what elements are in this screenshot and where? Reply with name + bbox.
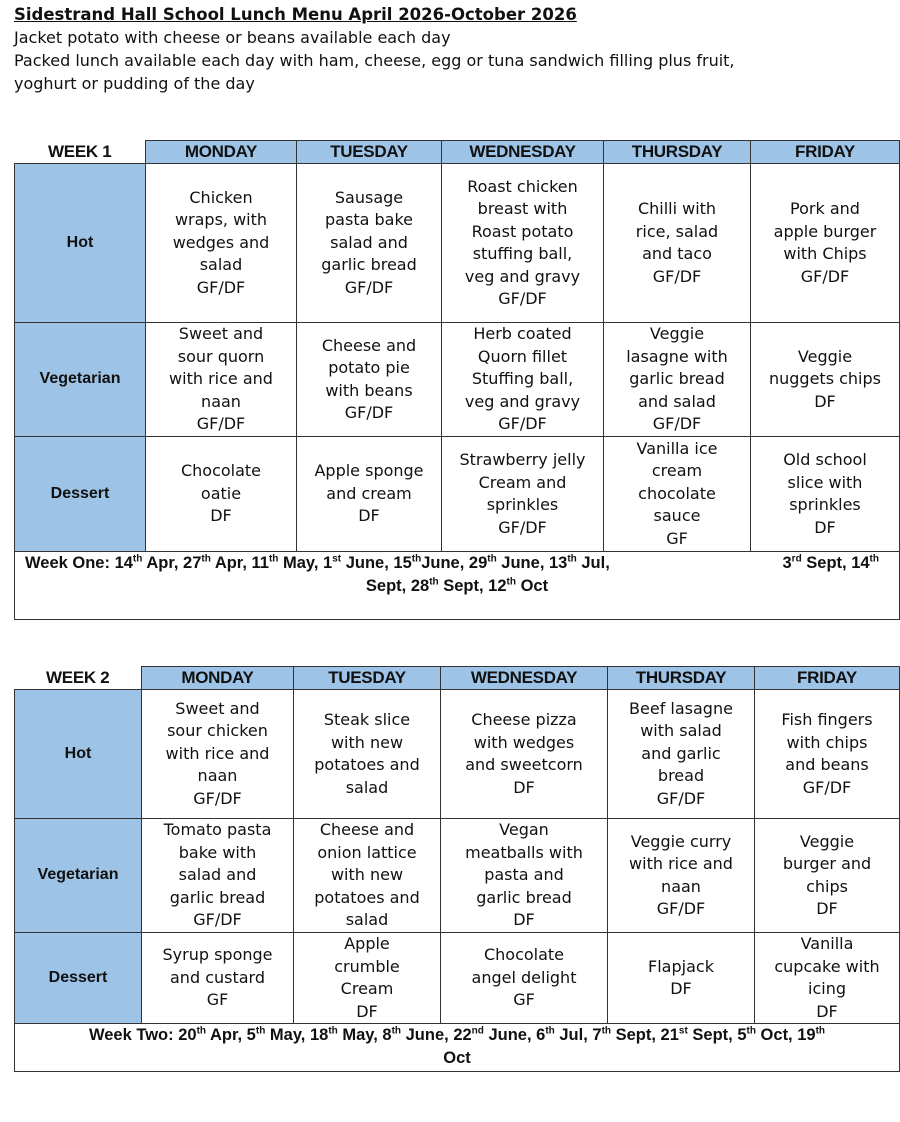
menu-cell <box>604 323 751 437</box>
menu-line: GF/DF <box>498 414 547 434</box>
menu-line: Stuffing ball, <box>471 369 574 389</box>
menu-line: Roast chicken <box>467 176 578 196</box>
menu-cell <box>146 323 297 437</box>
menu-line: breast with <box>477 199 568 218</box>
menu-line: GF/DF <box>652 414 702 434</box>
menu-line: GF/DF <box>656 788 706 808</box>
menu-line: naan <box>197 766 238 786</box>
week1-dates-row <box>15 552 900 620</box>
page-title: Sidestrand Hall School Lunch Menu April 2026-October 2026 <box>14 5 577 24</box>
menu-line: Chicken <box>189 187 253 207</box>
menu-line: lasagne with <box>626 346 728 366</box>
date-list-line2: Sept, 28th Sept, 12th Oct <box>365 576 549 595</box>
menu-line: GF/DF <box>196 414 246 434</box>
week1-day-tuesday: TUESDAY <box>297 141 442 164</box>
week2-day-thursday: THURSDAY <box>608 667 755 690</box>
week2-dates <box>15 1024 900 1072</box>
menu-line: Quorn fillet <box>477 346 568 366</box>
row-label-vegetarian: Vegetarian <box>15 819 142 933</box>
menu-cell <box>297 323 442 437</box>
menu-line: DF <box>358 506 380 526</box>
row-label-vegetarian: Vegetarian <box>15 323 146 437</box>
menu-line: with chips <box>786 732 868 752</box>
date-list-right: 3rd Sept, 14th <box>782 553 879 572</box>
menu-line: oatie <box>200 483 242 503</box>
menu-line: with beans <box>325 380 413 400</box>
week1-day-thursday: THURSDAY <box>604 141 751 164</box>
menu-line: salad <box>199 255 243 275</box>
menu-line: and beans <box>785 755 869 774</box>
menu-cell <box>441 819 608 933</box>
ordinal-suffix: th <box>567 553 577 565</box>
date-list: 14th Apr, 27th Apr, 11th May, 1st June, 15thJune, 29th June, 13th Jul, <box>114 553 610 572</box>
menu-line: angel delight <box>471 967 577 987</box>
ordinal-suffix: th <box>815 1025 826 1037</box>
menu-line: sour chicken <box>167 721 268 741</box>
menu-line: with rice and <box>629 854 733 873</box>
ordinal-suffix: th <box>328 1025 338 1037</box>
menu-cell <box>442 164 604 323</box>
dates-prefix: Week One: <box>25 554 115 572</box>
menu-line: naan <box>661 876 701 896</box>
menu-cell <box>608 933 755 1024</box>
menu-cell <box>751 437 900 552</box>
menu-line: Old school <box>783 450 867 469</box>
week2-hot-row <box>15 690 900 819</box>
ordinal-suffix: th <box>268 553 279 565</box>
menu-header <box>14 4 894 95</box>
menu-line: Veggie <box>649 324 705 344</box>
menu-line: rice, salad <box>635 221 719 241</box>
menu-line: DF <box>513 777 535 797</box>
date-list: 20th Apr, 5th May, 18th May, 8th June, 22nd June, 6th Jul, 7th Sept, 21st Sept, 5th Oct, 19th <box>178 1025 826 1044</box>
menu-line: with Chips <box>783 244 867 263</box>
menu-line: GF/DF <box>802 777 852 797</box>
week2-day-monday: MONDAY <box>142 667 294 690</box>
menu-line: with new <box>330 732 404 752</box>
menu-cell <box>604 164 751 323</box>
ordinal-suffix: nd <box>471 1025 484 1037</box>
menu-line: chocolate <box>638 483 716 503</box>
ordinal-suffix: th <box>196 1025 207 1037</box>
menu-line: Flapjack <box>648 956 714 976</box>
menu-line: and taco <box>642 244 712 263</box>
menu-line: burger and <box>782 854 872 873</box>
menu-line: potato pie <box>328 358 410 377</box>
menu-line: Cheese pizza <box>471 710 577 729</box>
menu-line: DF <box>670 979 692 998</box>
menu-line: sprinkles <box>789 495 861 514</box>
menu-line: garlic bread <box>321 255 417 275</box>
menu-cell <box>604 437 751 552</box>
menu-line: bread <box>657 766 705 786</box>
menu-line: DF <box>816 899 838 918</box>
packed-lunch-note-line1: Packed lunch available each day with ham, cheese, egg or tuna sandwich filling plus fruit, <box>14 51 735 70</box>
menu-line: Steak slice <box>323 710 411 729</box>
menu-cell <box>442 437 604 552</box>
menu-line: Tomato pasta <box>163 820 272 840</box>
week1-header-row <box>15 141 900 164</box>
menu-cell <box>142 690 294 819</box>
menu-cell <box>442 323 604 437</box>
menu-cell <box>755 690 900 819</box>
menu-cell <box>146 164 297 323</box>
ordinal-suffix: th <box>506 576 516 588</box>
menu-line: Chilli with <box>637 199 717 218</box>
menu-line: potatoes and <box>314 887 420 907</box>
ordinal-suffix: th <box>487 553 497 565</box>
menu-line: Herb coated <box>473 324 572 344</box>
menu-line: cupcake with <box>774 956 880 976</box>
menu-line: nuggets chips <box>768 369 881 389</box>
menu-cell <box>441 690 608 819</box>
ordinal-suffix: th <box>429 576 439 588</box>
week2-day-friday: FRIDAY <box>755 667 900 690</box>
menu-cell <box>297 437 442 552</box>
week1-dates <box>15 552 900 620</box>
menu-line: Sweet and <box>178 324 264 344</box>
menu-line: cream <box>651 461 703 481</box>
menu-line: Veggie curry <box>630 831 732 851</box>
week2-day-wednesday: WEDNESDAY <box>441 667 608 690</box>
menu-line: bake with <box>178 842 257 862</box>
date-list-line2: Oct <box>443 1049 471 1067</box>
menu-line: and sweetcorn <box>465 755 583 774</box>
menu-line: GF/DF <box>800 266 850 286</box>
week1-menu-table <box>14 140 900 620</box>
ordinal-suffix: th <box>201 553 211 565</box>
menu-line: slice with <box>787 472 863 492</box>
menu-line: GF/DF <box>193 910 242 930</box>
menu-line: Apple <box>344 934 390 953</box>
menu-line: GF <box>206 990 229 1010</box>
week1-day-wednesday: WEDNESDAY <box>442 141 604 164</box>
menu-line: salad <box>345 910 389 930</box>
menu-line: Cheese and <box>319 820 415 840</box>
menu-line: and salad <box>638 391 716 411</box>
menu-line: Chocolate <box>180 461 262 481</box>
menu-line: Chocolate <box>483 945 565 965</box>
menu-line: wedges and <box>172 232 270 252</box>
menu-line: and custard <box>170 967 265 987</box>
ordinal-suffix: th <box>746 1025 756 1037</box>
menu-line: Vegan <box>499 820 549 840</box>
menu-line: with wedges <box>473 732 575 752</box>
menu-line: Pork and <box>790 199 860 218</box>
menu-line: sprinkles <box>486 495 559 514</box>
menu-line: DF <box>814 517 836 537</box>
ordinal-suffix: st <box>332 553 342 565</box>
week2-dessert-row <box>15 933 900 1024</box>
menu-line: Roast potato <box>471 221 574 241</box>
menu-cell <box>751 164 900 323</box>
menu-line: Sweet and <box>175 698 260 718</box>
menu-line: Apple sponge <box>314 461 424 481</box>
menu-line: GF <box>666 528 688 548</box>
menu-line: apple burger <box>773 221 877 241</box>
ordinal-suffix: th <box>411 553 422 565</box>
menu-line: garlic bread <box>169 887 266 907</box>
row-label-dessert: Dessert <box>15 437 146 552</box>
menu-line: GF/DF <box>193 788 242 808</box>
week2-vegetarian-row <box>15 819 900 933</box>
menu-line: Strawberry jelly <box>459 450 586 469</box>
menu-line: DF <box>210 506 232 526</box>
row-label-hot: Hot <box>15 690 142 819</box>
jacket-potato-note: Jacket potato with cheese or beans available each day <box>14 28 451 47</box>
menu-line: GF/DF <box>656 899 706 918</box>
ordinal-suffix: th <box>391 1025 402 1037</box>
menu-line: GF/DF <box>344 403 394 422</box>
menu-line: DF <box>513 910 535 930</box>
menu-line: salad and <box>330 232 408 252</box>
menu-line: and cream <box>326 483 412 503</box>
menu-line: garlic bread <box>476 887 572 907</box>
week1-day-monday: MONDAY <box>146 141 297 164</box>
menu-line: Vanilla <box>800 934 854 953</box>
menu-line: with rice and <box>169 369 273 389</box>
menu-cell <box>751 323 900 437</box>
menu-cell <box>608 690 755 819</box>
week2-label: WEEK 2 <box>15 667 142 690</box>
menu-line: GF <box>513 990 535 1010</box>
menu-line: GF/DF <box>652 266 702 286</box>
menu-line: wraps, with <box>174 210 268 230</box>
menu-line: potatoes and <box>314 755 420 774</box>
menu-line: Cream and <box>478 472 567 492</box>
menu-cell <box>142 819 294 933</box>
menu-cell <box>755 933 900 1024</box>
menu-line: Beef lasagne <box>629 698 733 718</box>
menu-line: GF/DF <box>196 277 246 297</box>
menu-line: DF <box>816 1001 838 1021</box>
menu-cell <box>297 164 442 323</box>
ordinal-suffix: th <box>869 553 879 565</box>
dates-prefix: Week Two: <box>88 1026 179 1044</box>
menu-line: with new <box>330 865 404 885</box>
menu-line: onion lattice <box>317 842 417 862</box>
menu-cell <box>294 690 441 819</box>
ordinal-suffix: st <box>678 1025 688 1037</box>
menu-cell <box>294 933 441 1024</box>
week1-dessert-row <box>15 437 900 552</box>
menu-line: with rice and <box>165 743 270 763</box>
ordinal-suffix: th <box>132 553 143 565</box>
menu-line: Sausage <box>334 187 404 207</box>
week2-header-row <box>15 667 900 690</box>
week2-dates-row <box>15 1024 900 1072</box>
menu-line: with salad <box>640 721 722 741</box>
menu-line: veg and gravy <box>464 266 581 286</box>
ordinal-suffix: th <box>601 1025 612 1037</box>
menu-line: GF/DF <box>498 517 547 537</box>
menu-cell <box>142 933 294 1024</box>
menu-line: crumble <box>334 956 400 976</box>
menu-line: Veggie <box>797 346 853 366</box>
ordinal-suffix: th <box>255 1025 266 1037</box>
row-label-hot: Hot <box>15 164 146 323</box>
menu-line: sauce <box>653 506 701 526</box>
ordinal-suffix: th <box>545 1025 555 1037</box>
menu-line: salad and <box>178 865 257 885</box>
week2-menu-table <box>14 666 900 1072</box>
menu-line: Fish fingers <box>781 710 873 729</box>
menu-cell <box>146 437 297 552</box>
menu-line: meatballs with <box>465 842 583 862</box>
menu-line: veg and gravy <box>464 391 581 411</box>
ordinal-suffix: rd <box>791 553 802 565</box>
menu-cell <box>608 819 755 933</box>
menu-line: chips <box>806 876 848 896</box>
menu-line: DF <box>814 391 836 411</box>
menu-line: DF <box>356 1001 378 1021</box>
menu-line: sour quorn <box>177 346 265 366</box>
menu-line: and garlic <box>641 743 721 763</box>
menu-line: salad <box>345 777 389 797</box>
row-label-dessert: Dessert <box>15 933 142 1024</box>
menu-line: naan <box>201 391 241 411</box>
menu-line: Veggie <box>799 831 855 851</box>
menu-cell <box>755 819 900 933</box>
menu-cell <box>441 933 608 1024</box>
menu-line: pasta bake <box>325 210 413 230</box>
menu-line: Vanilla ice <box>636 438 718 458</box>
menu-line: GF/DF <box>498 289 547 308</box>
menu-line: GF/DF <box>344 277 394 297</box>
menu-line: stuffing ball, <box>472 244 573 263</box>
menu-line: Cheese and <box>321 335 417 355</box>
menu-line: Syrup sponge <box>162 945 273 965</box>
menu-line: Cream <box>340 979 394 998</box>
week1-hot-row <box>15 164 900 323</box>
menu-line: pasta and <box>484 865 564 885</box>
week1-day-friday: FRIDAY <box>751 141 900 164</box>
week1-label: WEEK 1 <box>15 141 146 164</box>
menu-line: garlic bread <box>629 369 725 389</box>
packed-lunch-note-line2: yoghurt or pudding of the day <box>14 74 255 93</box>
menu-cell <box>294 819 441 933</box>
week1-vegetarian-row <box>15 323 900 437</box>
week2-day-tuesday: TUESDAY <box>294 667 441 690</box>
menu-line: icing <box>808 979 846 998</box>
